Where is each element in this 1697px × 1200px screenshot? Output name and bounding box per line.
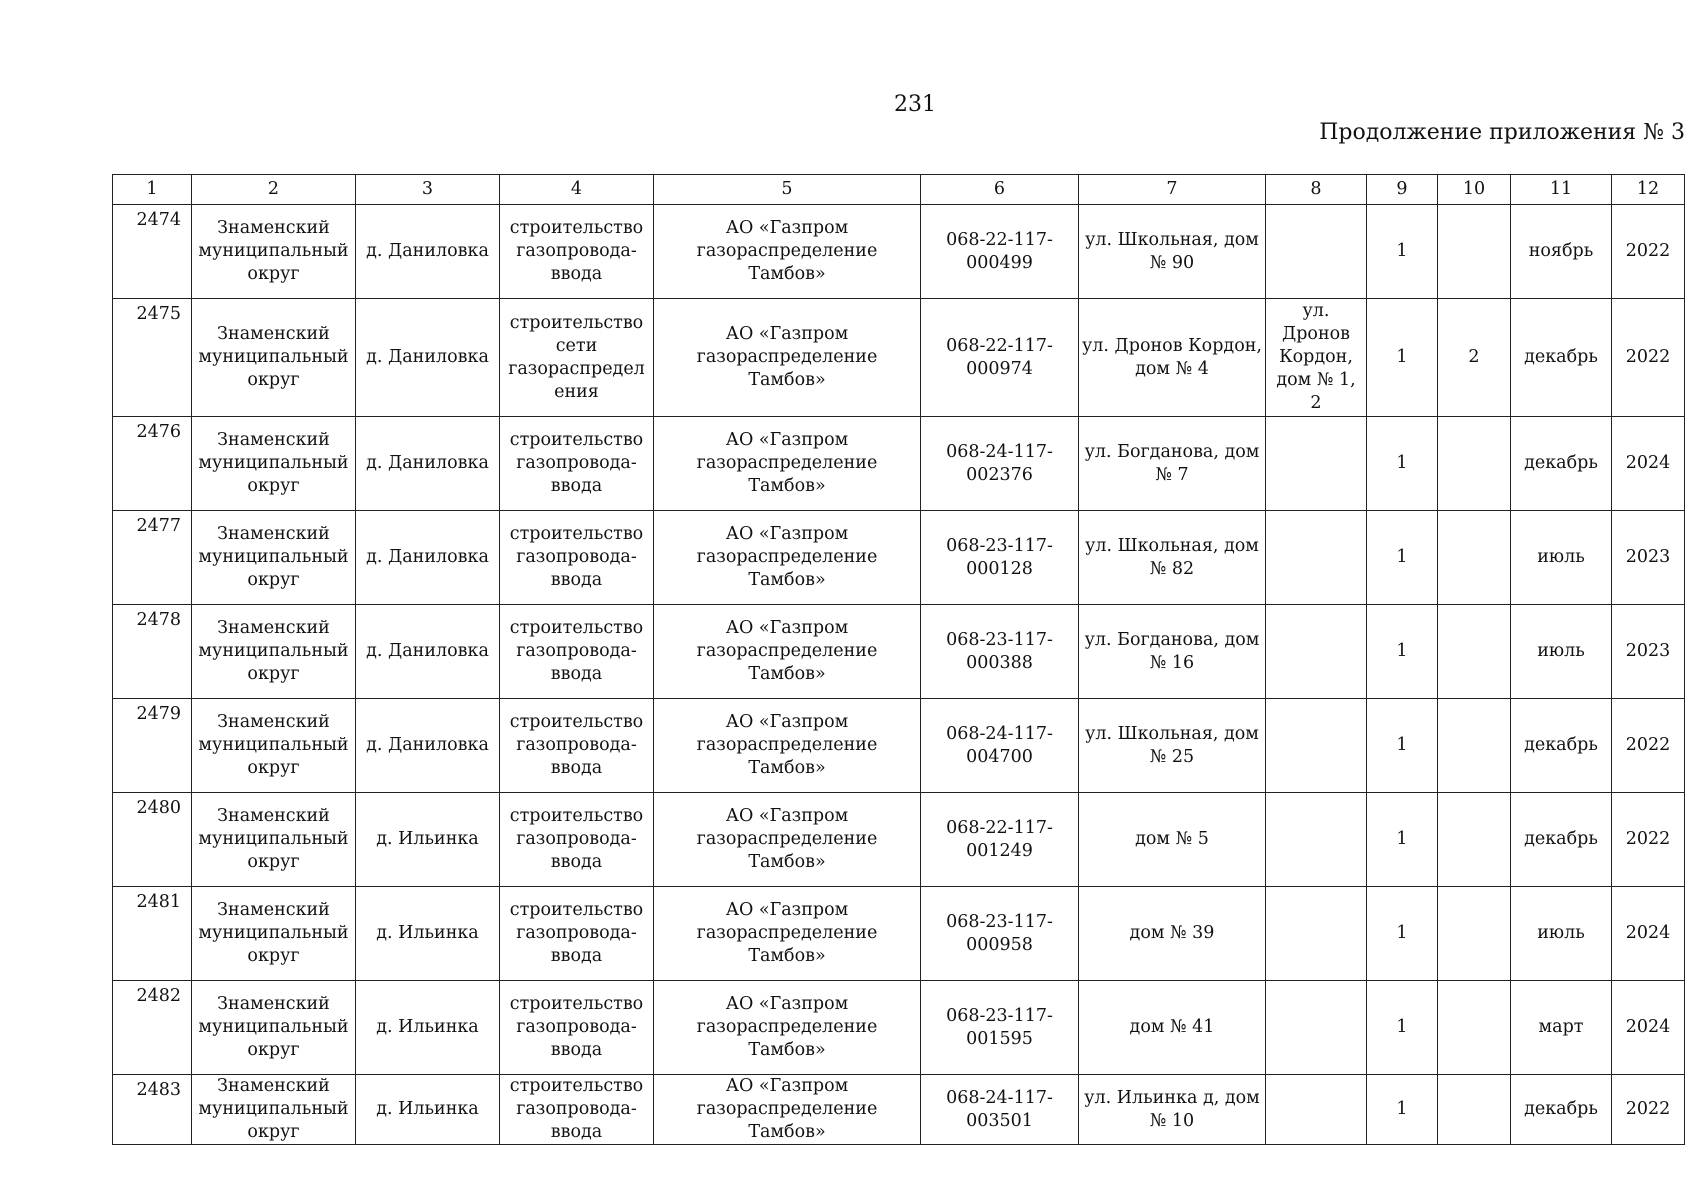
organization-cell: АО «Газпром газораспределение Тамбов» (654, 1075, 921, 1145)
data-table (112, 174, 1685, 1145)
work-type-cell: строительство газопровода-ввода (500, 793, 654, 887)
organization-cell: АО «Газпром газораспределение Тамбов» (654, 299, 921, 417)
table-row (113, 205, 1685, 299)
organization-cell: АО «Газпром газораспределение Тамбов» (654, 793, 921, 887)
work-type-cell: строительство газопровода-ввода (500, 699, 654, 793)
column-9-cell: 1 (1367, 605, 1438, 699)
column-8-cell (1266, 1075, 1367, 1145)
column-9-cell: 1 (1367, 511, 1438, 605)
column-9-cell: 1 (1367, 1075, 1438, 1145)
month-cell: декабрь (1511, 699, 1612, 793)
table-row (113, 699, 1685, 793)
district-cell: Знаменский муниципальный округ (192, 417, 356, 511)
column-8-cell (1266, 699, 1367, 793)
address-cell: ул. Школьная, дом № 25 (1079, 699, 1266, 793)
column-8-cell (1266, 981, 1367, 1075)
district-cell: Знаменский муниципальный округ (192, 605, 356, 699)
district-cell: Знаменский муниципальный округ (192, 511, 356, 605)
district-cell: Знаменский муниципальный округ (192, 1075, 356, 1145)
table-row (113, 981, 1685, 1075)
year-cell: 2023 (1612, 605, 1685, 699)
object-code-cell: 068-22-117-000499 (921, 205, 1079, 299)
table-row (113, 605, 1685, 699)
work-type-cell: строительство газопровода-ввода (500, 981, 654, 1075)
address-cell: дом № 5 (1079, 793, 1266, 887)
work-type-cell: строительство газопровода-ввода (500, 1075, 654, 1145)
work-type-cell: строительство газопровода-ввода (500, 511, 654, 605)
object-code-cell: 068-23-117-000388 (921, 605, 1079, 699)
column-number: 2 (192, 175, 356, 205)
month-cell: ноябрь (1511, 205, 1612, 299)
table-row (113, 1075, 1685, 1145)
row-number: 2478 (113, 605, 192, 699)
year-cell: 2024 (1612, 981, 1685, 1075)
row-number: 2483 (113, 1075, 192, 1145)
work-type-cell: строительство газопровода-ввода (500, 205, 654, 299)
column-10-cell (1438, 1075, 1511, 1145)
settlement-cell: д. Даниловка (356, 605, 500, 699)
organization-cell: АО «Газпром газораспределение Тамбов» (654, 981, 921, 1075)
row-number: 2481 (113, 887, 192, 981)
settlement-cell: д. Ильинка (356, 793, 500, 887)
row-number: 2475 (113, 299, 192, 417)
object-code-cell: 068-24-117-003501 (921, 1075, 1079, 1145)
column-number: 9 (1367, 175, 1438, 205)
month-cell: декабрь (1511, 793, 1612, 887)
month-cell: июль (1511, 511, 1612, 605)
organization-cell: АО «Газпром газораспределение Тамбов» (654, 605, 921, 699)
district-cell: Знаменский муниципальный округ (192, 299, 356, 417)
row-number: 2476 (113, 417, 192, 511)
column-9-cell: 1 (1367, 887, 1438, 981)
column-8-cell (1266, 605, 1367, 699)
month-cell: июль (1511, 605, 1612, 699)
table-row (113, 793, 1685, 887)
organization-cell: АО «Газпром газораспределение Тамбов» (654, 205, 921, 299)
column-10-cell (1438, 793, 1511, 887)
address-cell: ул. Школьная, дом № 82 (1079, 511, 1266, 605)
district-cell: Знаменский муниципальный округ (192, 887, 356, 981)
row-number: 2479 (113, 699, 192, 793)
organization-cell: АО «Газпром газораспределение Тамбов» (654, 887, 921, 981)
object-code-cell: 068-22-117-000974 (921, 299, 1079, 417)
district-cell: Знаменский муниципальный округ (192, 981, 356, 1075)
district-cell: Знаменский муниципальный округ (192, 205, 356, 299)
work-type-cell: строительство газопровода-ввода (500, 887, 654, 981)
column-number: 11 (1511, 175, 1612, 205)
column-number: 10 (1438, 175, 1511, 205)
settlement-cell: д. Даниловка (356, 417, 500, 511)
column-number: 7 (1079, 175, 1266, 205)
settlement-cell: д. Ильинка (356, 1075, 500, 1145)
month-cell: декабрь (1511, 1075, 1612, 1145)
address-cell: ул. Богданова, дом № 7 (1079, 417, 1266, 511)
column-9-cell: 1 (1367, 205, 1438, 299)
address-cell: ул. Ильинка д, дом № 10 (1079, 1075, 1266, 1145)
column-9-cell: 1 (1367, 417, 1438, 511)
year-cell: 2024 (1612, 417, 1685, 511)
column-8-cell (1266, 793, 1367, 887)
settlement-cell: д. Даниловка (356, 699, 500, 793)
address-cell: дом № 39 (1079, 887, 1266, 981)
year-cell: 2022 (1612, 793, 1685, 887)
settlement-cell: д. Ильинка (356, 887, 500, 981)
page-number: 231 (894, 92, 936, 117)
column-number: 8 (1266, 175, 1367, 205)
month-cell: декабрь (1511, 417, 1612, 511)
object-code-cell: 068-22-117-001249 (921, 793, 1079, 887)
row-number: 2482 (113, 981, 192, 1075)
row-number: 2474 (113, 205, 192, 299)
address-cell: ул. Дронов Кордон, дом № 4 (1079, 299, 1266, 417)
column-10-cell (1438, 205, 1511, 299)
column-number: 3 (356, 175, 500, 205)
year-cell: 2022 (1612, 205, 1685, 299)
organization-cell: АО «Газпром газораспределение Тамбов» (654, 699, 921, 793)
month-cell: декабрь (1511, 299, 1612, 417)
column-10-cell: 2 (1438, 299, 1511, 417)
address-cell: дом № 41 (1079, 981, 1266, 1075)
year-cell: 2024 (1612, 887, 1685, 981)
column-number: 1 (113, 175, 192, 205)
organization-cell: АО «Газпром газораспределение Тамбов» (654, 511, 921, 605)
district-cell: Знаменский муниципальный округ (192, 793, 356, 887)
column-number: 5 (654, 175, 921, 205)
organization-cell: АО «Газпром газораспределение Тамбов» (654, 417, 921, 511)
column-8-cell: ул. Дронов Кордон, дом № 1, 2 (1266, 299, 1367, 417)
column-10-cell (1438, 417, 1511, 511)
column-number: 6 (921, 175, 1079, 205)
address-cell: ул. Школьная, дом № 90 (1079, 205, 1266, 299)
object-code-cell: 068-24-117-002376 (921, 417, 1079, 511)
column-9-cell: 1 (1367, 699, 1438, 793)
work-type-cell: строительство газопровода-ввода (500, 417, 654, 511)
column-10-cell (1438, 887, 1511, 981)
month-cell: март (1511, 981, 1612, 1075)
column-10-cell (1438, 605, 1511, 699)
row-number: 2477 (113, 511, 192, 605)
work-type-cell: строительство сети газораспредел ения (500, 299, 654, 417)
row-number: 2480 (113, 793, 192, 887)
object-code-cell: 068-23-117-000128 (921, 511, 1079, 605)
column-9-cell: 1 (1367, 981, 1438, 1075)
settlement-cell: д. Ильинка (356, 981, 500, 1075)
year-cell: 2022 (1612, 699, 1685, 793)
address-cell: ул. Богданова, дом № 16 (1079, 605, 1266, 699)
column-9-cell: 1 (1367, 793, 1438, 887)
column-8-cell (1266, 417, 1367, 511)
column-8-cell (1266, 511, 1367, 605)
work-type-cell: строительство газопровода-ввода (500, 605, 654, 699)
column-10-cell (1438, 511, 1511, 605)
table-row (113, 417, 1685, 511)
column-number: 12 (1612, 175, 1685, 205)
settlement-cell: д. Даниловка (356, 205, 500, 299)
district-cell: Знаменский муниципальный округ (192, 699, 356, 793)
column-number: 4 (500, 175, 654, 205)
settlement-cell: д. Даниловка (356, 299, 500, 417)
table-row (113, 511, 1685, 605)
column-10-cell (1438, 699, 1511, 793)
object-code-cell: 068-23-117-001595 (921, 981, 1079, 1075)
year-cell: 2022 (1612, 1075, 1685, 1145)
object-code-cell: 068-23-117-000958 (921, 887, 1079, 981)
column-10-cell (1438, 981, 1511, 1075)
month-cell: июль (1511, 887, 1612, 981)
column-8-cell (1266, 887, 1367, 981)
table-row (113, 887, 1685, 981)
year-cell: 2023 (1612, 511, 1685, 605)
settlement-cell: д. Даниловка (356, 511, 500, 605)
column-8-cell (1266, 205, 1367, 299)
table-row (113, 299, 1685, 417)
column-9-cell: 1 (1367, 299, 1438, 417)
continuation-title: Продолжение приложения № 3 (1319, 120, 1685, 145)
column-number-row (113, 175, 1685, 205)
object-code-cell: 068-24-117-004700 (921, 699, 1079, 793)
year-cell: 2022 (1612, 299, 1685, 417)
